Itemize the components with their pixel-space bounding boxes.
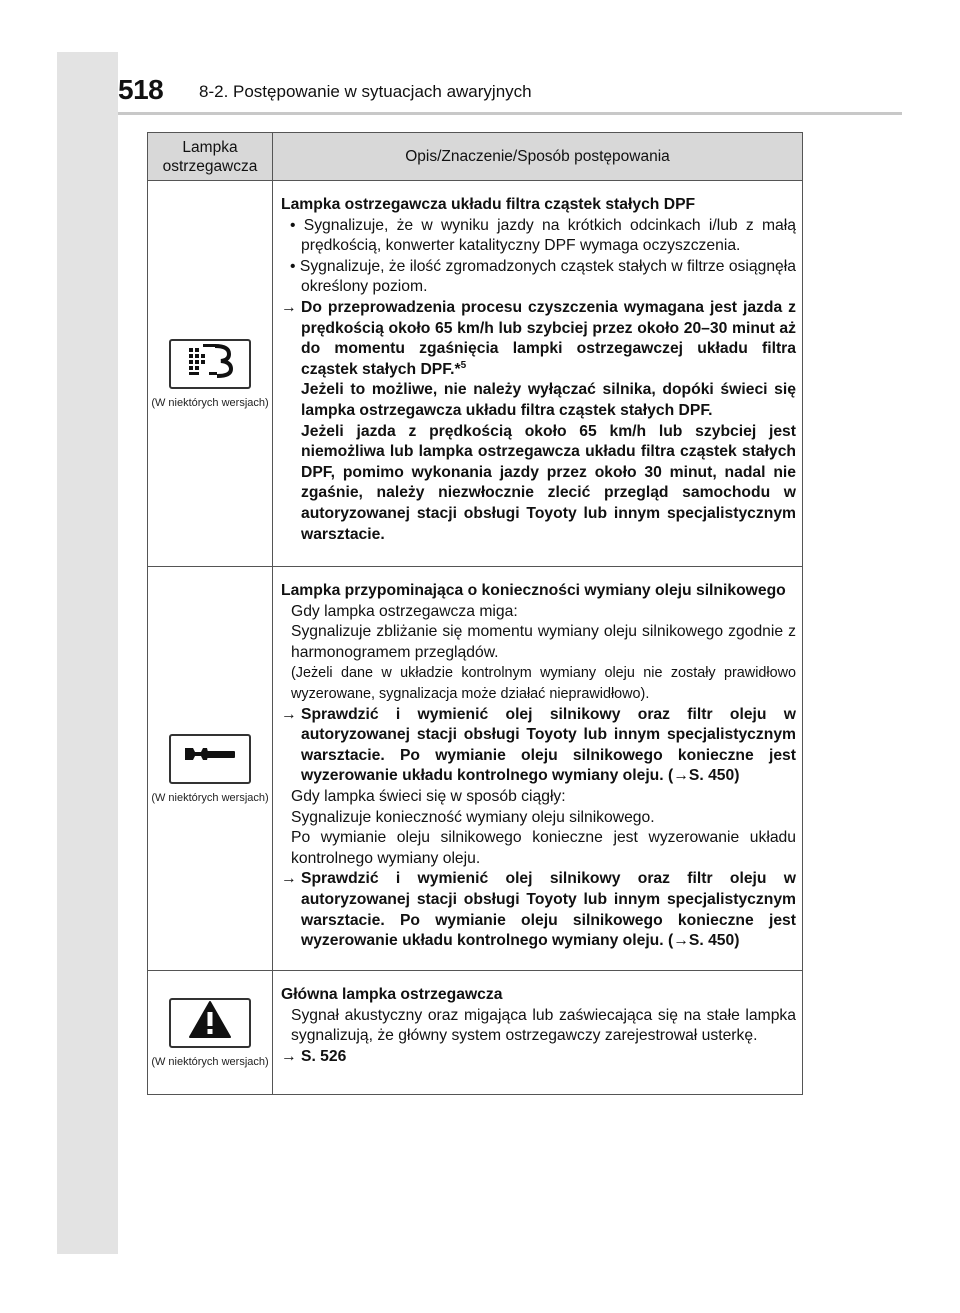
page-reference[interactable]: S. 450): [688, 767, 740, 785]
side-margin-bar: [57, 52, 118, 1254]
table-row: [148, 567, 803, 971]
table-row: [148, 971, 803, 1095]
arrow-icon: →: [281, 705, 297, 723]
description-cell: [273, 181, 803, 567]
light-title: Główna lampka ostrzegawcza: [281, 986, 503, 1003]
column-header-description: Opis/Znaczenie/Sposób postępowania: [273, 133, 803, 181]
action-text: Do przeprowadzenia procesu czyszczenia wymagana jest jazda z prędkością około 65 km/h lub szybciej przez około 20–30 minut aż do momentu zgaśnięcia lampki ostrzegawczej układu filtra cząstek stałych DPF.*: [301, 298, 796, 378]
action-item: [281, 705, 796, 787]
icon-cell: [148, 567, 273, 971]
light-title: Lampka przypominająca o konieczności wymiany oleju silnikowego: [281, 582, 786, 599]
warning-lights-table: [147, 132, 803, 1095]
version-note: (W niektórych wersjach): [151, 396, 269, 409]
icon-frame: [169, 998, 251, 1048]
page-reference[interactable]: S. 450): [688, 932, 740, 950]
description-text: Po wymianie oleju silnikowego konieczne jest wyzerowanie układu kontrolnego wymiany oleju.: [291, 829, 796, 867]
action-item: [281, 869, 796, 951]
light-title: Lampka ostrzegawcza układu filtra cząstek stałych DPF: [281, 196, 696, 213]
arrow-icon: →: [673, 932, 689, 950]
version-note: (W niektórych wersjach): [151, 1055, 269, 1068]
bullet-item: • Sygnalizuje, że w wyniku jazdy na krótkich odcinkach i/lub z małą prędkością, konwerter katalityczny DPF wymaga oczyszczenia.: [290, 216, 796, 255]
wrench-icon: [183, 742, 237, 775]
condition-label: Gdy lampka świeci się w sposób ciągły:: [291, 787, 566, 805]
icon-cell: [148, 181, 273, 567]
page-reference[interactable]: S. 526: [301, 1047, 347, 1065]
description-text: Sygnał akustyczny oraz migająca lub zaświecająca się na stałe lampka sygnalizują, że główny system ostrzegawczy zarejestrował usterkę.: [291, 1006, 796, 1045]
description-text: Sygnalizuje konieczność wymiany oleju silnikowego.: [291, 808, 655, 826]
description-text: Sygnalizuje zbliżanie się momentu wymiany oleju silnikowego zgodnie z harmonogramem przeglądów.: [291, 623, 796, 661]
bullet-item: • Sygnalizuje, że ilość zgromadzonych cząstek stałych w filtrze osiągnęła określony poziom.: [290, 257, 796, 296]
icon-frame: [169, 339, 251, 389]
column-header-light: Lampka ostrzegawcza: [148, 133, 273, 181]
action-item: [281, 298, 796, 380]
icon-frame: [169, 734, 251, 784]
action-text: Sprawdzić i wymienić olej silnikowy oraz filtr oleju w autoryzowanej stacji obsługi Toyoty lub innym specjalistycznym warsztacie. Po wymianie oleju silnikowego konieczne jest wyzerowanie układu kontrolnego wymiany oleju. (: [301, 870, 796, 950]
version-note: (W niektórych wersjach): [151, 791, 269, 804]
icon-cell: [148, 971, 273, 1095]
description-cell: [273, 971, 803, 1095]
action-text: Sprawdzić i wymienić olej silnikowy oraz filtr oleju w autoryzowanej stacji obsługi Toyoty lub innym specjalistycznym warsztacie. Po wymianie oleju silnikowego konieczne jest wyzerowanie układu kontrolnego wymiany oleju. (: [301, 705, 796, 785]
dpf-filter-icon: [185, 342, 235, 385]
header-divider: [118, 112, 902, 115]
page-number: 518: [118, 74, 164, 105]
arrow-icon: →: [281, 298, 297, 316]
description-cell: [273, 567, 803, 971]
condition-label: Gdy lampka ostrzegawcza miga:: [291, 602, 518, 620]
action-text: Jeżeli jazda z prędkością około 65 km/h lub szybciej jest niemożliwa lub lampka ostrzegawcza układu filtra cząstek stałych DPF, pomimo wykonania jazdy przez około 30 minut, nadal nie zgaśnie, należy niezwłocznie zlecić przegląd samochodu w autoryzowanej stacji obsługi Toyoty lub innym specjalistycznym warsztacie.: [301, 422, 796, 543]
action-text: Jeżeli to możliwe, nie należy wyłączać silnika, dopóki świeci się lampka ostrzegawcza układu filtra cząstek stałych DPF.: [301, 381, 796, 419]
action-item: [281, 1047, 796, 1068]
chapter-title: 8-2. Postępowanie w sytuacjach awaryjnych: [199, 82, 532, 101]
arrow-icon: →: [281, 870, 297, 888]
footnote-mark: 5: [460, 359, 467, 371]
table-header-row: [148, 133, 803, 181]
master-warning-icon: [188, 1000, 232, 1045]
table-row: [148, 181, 803, 567]
note-text: (Jeżeli dane w układzie kontrolnym wymiany oleju nie zostały prawidłowo wyzerowane, sygnalizacja może działać nieprawidłowo).: [291, 665, 796, 702]
arrow-icon: →: [281, 1047, 297, 1065]
arrow-icon: →: [673, 767, 689, 785]
page-header: [118, 52, 902, 114]
